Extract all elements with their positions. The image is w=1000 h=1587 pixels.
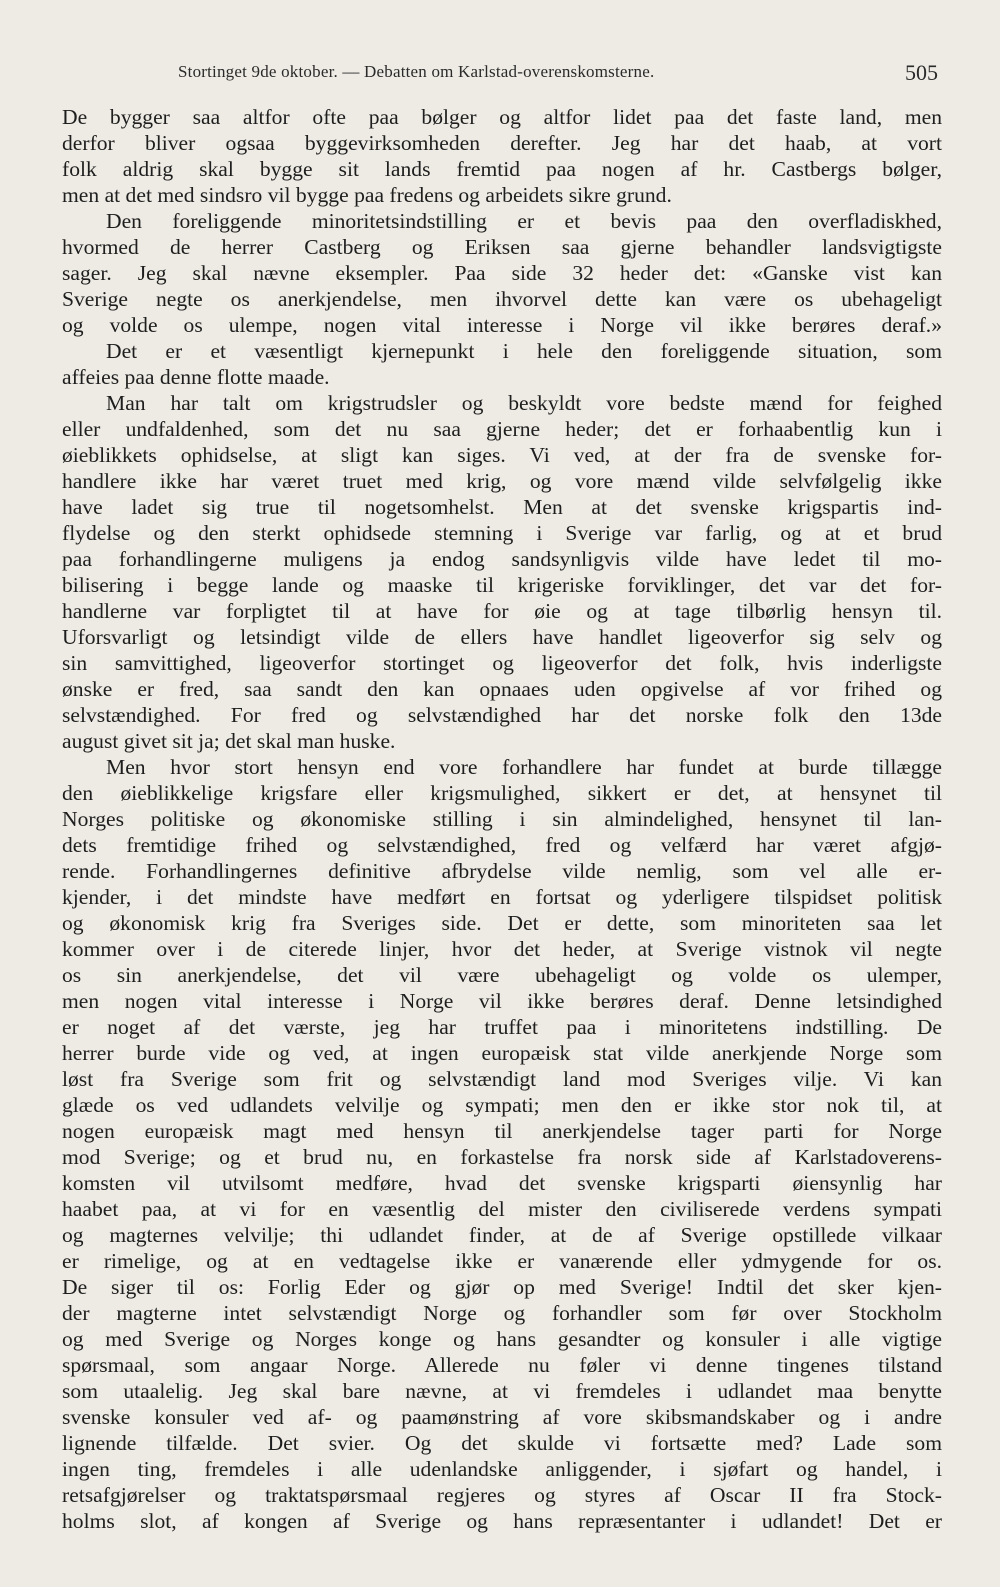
text-line: paa forhandlingerne muligens ja endog sandsynligvis vilde have ledet til mo- <box>62 547 942 571</box>
text-line: Men hvor stort hensyn end vore forhandlere har fundet at burde tillægge <box>106 755 942 779</box>
text-line: men nogen vital interesse i Norge vil ikke berøres deraf. Denne letsindighed <box>62 989 942 1013</box>
text-line: komsten vil utvilsomt medføre, hvad det svenske krigsparti øiensynlig har <box>62 1171 942 1195</box>
text-line: er rimelige, og at en vedtagelse ikke er vanærende eller ydmygende for os. <box>62 1249 942 1273</box>
text-line: Sverige negte os anerkjendelse, men ihvorvel dette kan være os ubehageligt <box>62 287 942 311</box>
text-line: spørsmaal, som angaar Norge. Allerede nu føler vi denne tingenes tilstand <box>62 1353 942 1377</box>
text-line: ingen ting, fremdeles i alle udenlandske anliggender, i sjøfart og handel, i <box>62 1457 942 1481</box>
text-line: flydelse og den sterkt ophidsede stemning i Sverige var farlig, og at et brud <box>62 521 942 545</box>
text-line: og magternes velvilje; thi udlandet finder, at de af Sverige opstillede vilkaar <box>62 1223 942 1247</box>
text-line: selvstændighed. For fred og selvstændighed har det norske folk den 13de <box>62 703 942 727</box>
text-line: lignende tilfælde. Det svier. Og det skulde vi fortsætte med? Lade som <box>62 1431 942 1455</box>
text-line: haabet paa, at vi for en væsentlig del mister den civiliserede verdens sympati <box>62 1197 942 1221</box>
text-line: Det er et væsentligt kjernepunkt i hele den foreliggende situation, som <box>106 339 942 363</box>
text-line: sin samvittighed, ligeoverfor stortinget og ligeoverfor det folk, hvis inderligste <box>62 651 942 675</box>
text-line: og volde os ulempe, nogen vital interesse i Norge vil ikke berøres deraf.» <box>62 313 942 337</box>
text-line: øieblikkets ophidselse, at sligt kan siges. Vi ved, at der fra de svenske for- <box>62 443 942 467</box>
text-line: derfor bliver ogsaa byggevirksomheden derefter. Jeg har det haab, at vort <box>62 131 942 155</box>
text-line: os sin anerkjendelse, det vil være ubehageligt og volde os ulemper, <box>62 963 942 987</box>
text-line: men at det med sindsro vil bygge paa fredens og arbeidets sikre grund. <box>62 183 672 207</box>
text-line: Norges politiske og økonomiske stilling i sin almindelighed, hensynet til lan- <box>62 807 942 831</box>
text-line: have ladet sig true til nogetsomhelst. Men at det svenske krigspartis ind- <box>62 495 942 519</box>
body-text <box>62 104 942 1534</box>
text-line: handlerne var forpligtet til at have for øie og at tage tilbørlig hensyn til. <box>62 599 942 623</box>
text-line: Den foreliggende minoritetsindstilling er et bevis paa den overfladiskhed, <box>106 209 942 233</box>
text-line: handlere ikke har været truet med krig, og vore mænd vilde selvfølgelig ikke <box>62 469 942 493</box>
text-line: holms slot, af kongen af Sverige og hans repræsentanter i udlandet! Det er <box>62 1509 942 1533</box>
text-line: kommer over i de citerede linjer, hvor det heder, at Sverige vistnok vil negte <box>62 937 942 961</box>
text-line: svenske konsuler ved af- og paamønstring af vore skibsmandskaber og i andre <box>62 1405 942 1429</box>
text-line: den øieblikkelige krigsfare eller krigsmulighed, sikkert er det, at hensynet til <box>62 781 942 805</box>
text-line: er noget af det værste, jeg har truffet paa i minoritetens indstilling. De <box>62 1015 942 1039</box>
text-line: affeies paa denne flotte maade. <box>62 365 330 389</box>
text-line: folk aldrig skal bygge sit lands fremtid paa nogen af hr. Castbergs bølger, <box>62 157 942 181</box>
text-line: bilisering i begge lande og maaske til krigeriske forviklinger, det var det for- <box>62 573 942 597</box>
text-line: og med Sverige og Norges konge og hans gesandter og konsuler i alle vigtige <box>62 1327 942 1351</box>
text-line: sager. Jeg skal nævne eksempler. Paa side 32 heder det: «Ganske vist kan <box>62 261 942 285</box>
text-line: mod Sverige; og et brud nu, en forkastelse fra norsk side af Karlstadoverens- <box>62 1145 942 1169</box>
text-line: De bygger saa altfor ofte paa bølger og altfor lidet paa det faste land, men <box>62 105 942 129</box>
text-line: Uforsvarligt og letsindigt vilde de ellers have handlet ligeoverfor sig selv og <box>62 625 942 649</box>
text-line: De siger til os: Forlig Eder og gjør op med Sverige! Indtil det sker kjen- <box>62 1275 942 1299</box>
text-line: der magterne intet selvstændigt Norge og forhandler som før over Stockholm <box>62 1301 942 1325</box>
text-line: retsafgjørelser og traktatspørsmaal regjeres og styres af Oscar II fra Stock- <box>62 1483 942 1507</box>
text-line: herrer burde vide og ved, at ingen europæisk stat vilde anerkjende Norge som <box>62 1041 942 1065</box>
text-line: glæde os ved udlandets velvilje og sympati; men den er ikke stor nok til, at <box>62 1093 942 1117</box>
text-line: som utaalelig. Jeg skal bare nævne, at vi fremdeles i udlandet maa benytte <box>62 1379 942 1403</box>
text-line: ønske er fred, saa sandt den kan opnaaes uden opgivelse af vor frihed og <box>62 677 942 701</box>
text-line: kjender, i det mindste have medført en fortsat og yderligere tilspidset politisk <box>62 885 942 909</box>
text-line: dets fremtidige frihed og selvstændighed, fred og velfærd har været afgjø- <box>62 833 942 857</box>
text-line: nogen europæisk magt med hensyn til anerkjendelse tager parti for Norge <box>62 1119 942 1143</box>
text-line: løst fra Sverige som frit og selvstændigt land mod Sveriges vilje. Vi kan <box>62 1067 942 1091</box>
text-line: eller undfaldenhed, som det nu saa gjerne heder; det er forhaabentlig kun i <box>62 417 942 441</box>
page-number: 505 <box>905 60 938 85</box>
running-title: Stortinget 9de oktober. — Debatten om Karlstad-overenskomsterne. <box>178 62 655 81</box>
text-line: hvormed de herrer Castberg og Eriksen saa gjerne behandler landsvigtigste <box>62 235 942 259</box>
text-line: Man har talt om krigstrudsler og beskyldt vore bedste mænd for feighed <box>106 391 942 415</box>
text-line: rende. Forhandlingernes definitive afbrydelse vilde nemlig, som vel alle er- <box>62 859 942 883</box>
text-line: august givet sit ja; det skal man huske. <box>62 729 396 753</box>
page-header <box>178 60 958 90</box>
text-line: og økonomisk krig fra Sveriges side. Det er dette, som minoriteten saa let <box>62 911 942 935</box>
